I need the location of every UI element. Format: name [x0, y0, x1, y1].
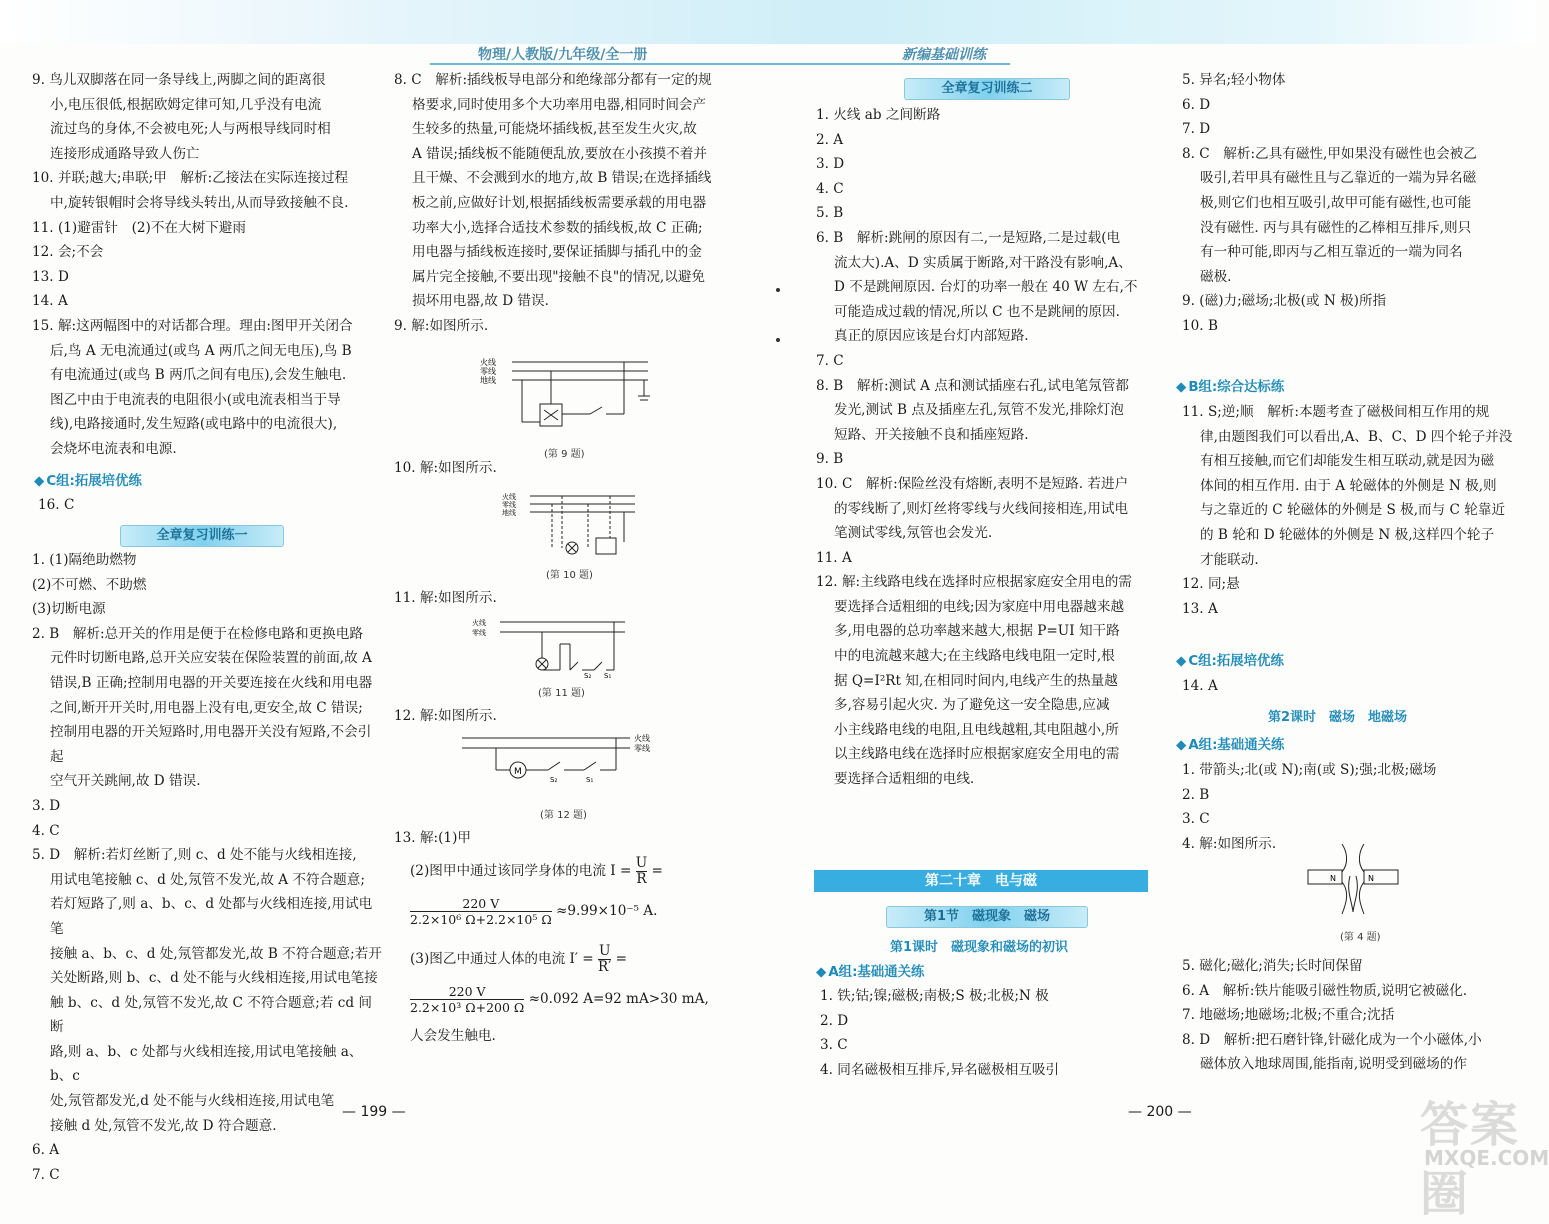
answer-line: 多,用电器的总功率越来越大,根据 P=UI 知干路 — [834, 623, 1120, 640]
svg-text:M: M — [514, 767, 522, 777]
answer-line: 6. B 解析:跳闸的原因有二,一是短路,二是过载(电 — [816, 229, 1121, 246]
answer-line: 流太大).A、D 实质属于断路,对干路没有影响,A、 — [834, 254, 1132, 271]
circuit-figure-10 — [500, 488, 640, 564]
answer-line: 3. C — [1182, 811, 1210, 828]
column-1-review-answers — [32, 548, 384, 1187]
answer-line: 的 B 轮和 D 轮磁体的外侧是 N 极,这样四个轮子 — [1200, 526, 1495, 543]
answer-line: 5. D 解析:若灯丝断了,则 c、d 处不能与火线相连接, — [32, 847, 357, 864]
answer-line: 2. B — [1182, 786, 1210, 803]
answer-line: 若灯短路了,则 a、b、c、d 处都与火线相连接,用试电笔 — [50, 896, 373, 937]
answer-line: 据 Q=I²Rt 知,在相同时间内,电线产生的热量越 — [834, 672, 1118, 689]
answer-line: 损坏用电器,故 D 错误. — [412, 293, 549, 310]
answer-line: 2. B 解析:总开关的作用是便于在检修电路和更换电路 — [32, 625, 363, 642]
column-4-c-answers — [1182, 674, 1522, 699]
gutter-dot-bottom — [776, 338, 780, 342]
q13-conclusion: 人会发生触电. — [410, 1028, 496, 1044]
answer-line: 空气开关跳闸,故 D 错误. — [50, 773, 201, 790]
answer-line: 8. C 解析:乙具有磁性,甲如果没有磁性也会被乙 — [1182, 145, 1477, 162]
answer-line: 8. B 解析:测试 A 点和测试插座右孔,试电笔氖管都 — [816, 377, 1129, 394]
section-label-b-group: ◆ B组:综合达标练 — [1176, 380, 1285, 395]
answer-line: 3. D — [816, 156, 845, 173]
column-3-lesson-answers — [820, 984, 1166, 1082]
answer-line: 可能造成过载的情况,所以 C 也不是跳闸的原因. — [834, 303, 1120, 320]
answer-line: 磁极. — [1200, 268, 1232, 285]
answer-line: 10. B — [1182, 317, 1218, 334]
answer-line: 2. A — [816, 131, 844, 148]
answer-line: 属片完全接触,不要出现"接触不良"的情况,以避免 — [412, 268, 706, 285]
answer-line: 有一种可能,即丙与乙相互靠近的一端为同名 — [1200, 244, 1463, 261]
answer-line: 10. 并联;越大;串联;甲 解析:乙接法在实际连接过程 — [32, 170, 349, 187]
answer-line: 6. D — [1182, 96, 1211, 113]
answer-line: 且干燥、不会溅到水的地方,故 B 错误;在选择插线 — [412, 170, 712, 187]
answer-line: 4. C — [32, 822, 60, 839]
answer-line: 9. 鸟儿双脚落在同一条导线上,两脚之间的距离很 — [32, 72, 326, 88]
svg-text:N: N — [1368, 874, 1374, 883]
watermark-url: MXQE.COM — [1424, 1146, 1549, 1170]
answer-line: 2. D — [820, 1012, 849, 1029]
answer-line: 功率大小,选择合适技术参数的插线板,故 C 正确; — [412, 219, 703, 236]
answer-line: 13. A — [1182, 600, 1218, 617]
caption-figure-10: (第 10 题) — [546, 570, 593, 581]
answer-line: 9. 解:如图所示. — [394, 317, 489, 334]
answer-line: 6. A — [32, 1142, 60, 1159]
answer-line: 触 b、c、d 处,氖管不发光,故 C 不符合题意;若 cd 间断 — [50, 994, 372, 1036]
circuit-figure-9 — [478, 352, 658, 444]
svg-text:N: N — [1330, 874, 1336, 883]
circuit-figure-11 — [470, 614, 630, 682]
answer-line: 12. 会;不会 — [32, 244, 104, 261]
answer-line: A 错误;插线板不能随便乱放,要放在小孩摸不着并 — [412, 145, 707, 162]
answer-line: 的零线断了,则灯丝将零线与火线间接相连,用试电 — [834, 500, 1129, 517]
svg-text:S₂: S₂ — [550, 776, 558, 784]
answer-line: 才能联动. — [1200, 551, 1259, 568]
q10-text: 10. 解:如图所示. — [394, 460, 497, 476]
answer-line: 线),电路接通时,发生短路(或电路中的电流很大), — [50, 416, 338, 433]
answer-line: 11. (1)避雷针 (2)不在大树下避雨 — [32, 219, 246, 236]
header-divider — [430, 63, 1010, 65]
column-3-answers — [816, 103, 1162, 792]
page-number-left: — 199 — — [342, 1104, 406, 1120]
svg-text:S₂: S₂ — [584, 672, 592, 680]
svg-text:S₁: S₁ — [604, 672, 612, 680]
label-ground: 地线 — [480, 376, 496, 385]
header-book-info: 物理/人教版/九年级/全一册 — [478, 47, 648, 63]
answer-line: 流过鸟的身体,不会被电死;人与两根导线同时相 — [50, 121, 331, 138]
answer-line: 之间,断开开关时,用电器上没有电,更安全,故 C 错误; — [50, 699, 363, 716]
answer-line: 接触 a、b、c、d 处,氖管都发光,故 B 不符合题意;若开 — [50, 945, 382, 962]
answer-line: 14. A — [1182, 678, 1218, 694]
answer-line: 用电器与插线板连接时,要保证插脚与插孔中的金 — [412, 244, 702, 261]
answer-line: 与之靠近的 C 轮磁体的外侧是 S 极,而与 C 轮靠近 — [1200, 502, 1506, 519]
answer-line: 连接形成通路导致人伤亡 — [50, 145, 200, 162]
section-label-a-group-right: ◆ A组:基础通关练 — [1176, 738, 1285, 753]
page-number-right: — 200 — — [1128, 1104, 1192, 1120]
column-4-answers — [1182, 68, 1522, 339]
watermark-logo: 答案圈 — [1420, 1097, 1521, 1222]
column-1-answers — [32, 68, 384, 462]
q13-part3: (3)图乙中通过人体的电流 I′ = $\frac{U}{R'}$ = — [410, 943, 628, 975]
lesson-title-2: 第2课时 磁场 地磁场 — [1268, 710, 1408, 725]
section-label-a-group-mid: ◆ A组:基础通关练 — [816, 965, 925, 980]
answer-line: 板之前,应做好计划,根据插线板需要承载的用电器 — [412, 194, 707, 211]
answer-line: 5. B — [816, 205, 844, 222]
answer-line: 图乙中由于电流表的电阻很小(或电流表相当于导 — [50, 391, 341, 408]
answer-line: 11. A — [816, 549, 852, 566]
svg-text:火线: 火线 — [634, 734, 650, 743]
chapter-title-bar: 第二十章 电与磁 — [814, 870, 1148, 892]
answer-line: 7. D — [1182, 121, 1211, 138]
answer-line: 5. 异名;轻小物体 — [1182, 72, 1286, 88]
fraction-u-over-r: $\frac{U}{R}$ — [635, 855, 648, 887]
answer-line: 中的电流越来越大;在主线路电线电阻一定时,根 — [834, 648, 1115, 665]
badge-review-2: 全章复习训练二 — [904, 78, 1070, 100]
q11-text: 11. 解:如图所示. — [394, 590, 497, 606]
svg-text:零线: 零线 — [472, 629, 486, 637]
answer-line: 中,旋转银帽时会将导线头转出,从而导致接触不良. — [50, 194, 349, 211]
answer-line: (3)切断电源 — [32, 601, 106, 618]
answer-line: 短路、开关接触不良和插座短路. — [834, 426, 1029, 443]
section-title-1: 第1节 磁现象 磁场 — [886, 906, 1088, 928]
caption-figure-9: (第 9 题) — [544, 449, 585, 460]
answer-line: 发光,测试 B 点及插座左孔,氖管不发光,排除灯泡 — [834, 402, 1124, 419]
switch-symbol — [590, 407, 602, 414]
label-fire: 火线 — [480, 358, 496, 367]
answer-line: 6. A 解析:铁片能吸引磁性物质,说明它被磁化. — [1182, 982, 1468, 999]
answer-line: 11. S;逆;顺 解析:本题考查了磁极间相互作用的规 — [1182, 404, 1490, 420]
answer-line: 8. D 解析:把石磨针锋,针磁化成为一个小磁体,小 — [1182, 1031, 1482, 1048]
answer-line: 16. C — [38, 497, 75, 513]
lesson-title-1: 第1课时 磁现象和磁场的初识 — [890, 940, 1069, 955]
caption-figure-11: (第 11 题) — [538, 688, 585, 699]
answer-line: 3. D — [32, 797, 61, 814]
answer-line: 以主线路电线在选择时应根据家庭安全用电的需 — [834, 746, 1120, 763]
answer-line: 1. (1)隔绝助燃物 — [32, 552, 137, 568]
badge-review-1: 全章复习训练一 — [120, 525, 284, 547]
section-label-c-group-right: ◆ C组:拓展培优练 — [1176, 654, 1284, 669]
answer-line: 7. 地磁场;地磁场;北极;不重合;沈括 — [1182, 1007, 1395, 1024]
svg-text:零线: 零线 — [634, 744, 650, 753]
answer-line: 格要求,同时使用多个大功率用电器,相同时间会产 — [412, 96, 707, 113]
q13-calc-2: $\frac{220 V}{\text{2.2×10³ Ω+200 Ω}}$ ≈0.092 A=92 mA>30 mA, — [410, 984, 709, 1015]
answer-line: 1. 火线 ab 之间断路 — [816, 107, 941, 123]
answer-line: 3. C — [820, 1037, 848, 1054]
magnet-field-figure-4 — [1306, 842, 1400, 918]
answer-line: 1. 带箭头;北(或 N);南(或 S);强;北极;磁场 — [1182, 762, 1437, 778]
answer-line: 路,则 a、b、c 处都与火线相连接,用试电笔接触 a、b、c — [50, 1043, 363, 1085]
circuit-figure-12 — [460, 730, 660, 788]
answer-line: 真正的原因应该是台灯内部短路. — [834, 328, 1029, 345]
answer-line: 7. C — [816, 352, 844, 369]
caption-figure-12: (第 12 题) — [540, 810, 587, 821]
answer-line: D 不是跳闸原因. 台灯的功率一般在 40 W 左右,不 — [834, 279, 1138, 296]
answer-line: 小,电压很低,根据欧姆定律可知,几乎没有电流 — [50, 96, 322, 113]
answer-line: 接触 d 处,氖管不发光,故 D 符合题意. — [50, 1117, 277, 1134]
answer-line: 12. 同;悬 — [1182, 576, 1240, 593]
answer-line: 用试电笔接触 c、d 处,氖管不发光,故 A 不符合题意; — [50, 871, 365, 888]
svg-text:火线: 火线 — [472, 619, 486, 627]
answer-line: 控制用电器的开关短路时,用电器开关没有短路,不会引起 — [50, 724, 372, 765]
answer-line: 要选择合适粗细的电线;因为家庭中用电器越来越 — [834, 598, 1125, 615]
answer-line: 13. D — [32, 268, 69, 285]
answer-line: 多,容易引起火灾. 为了避免这一安全隐患,应减 — [834, 697, 1110, 714]
answer-line: 14. A — [32, 293, 68, 310]
answer-line: 生较多的热量,可能烧坏插线板,甚至发生火灾,故 — [412, 121, 697, 138]
answer-line: 8. C 解析:插线板导电部分和绝缘部分都有一定的规 — [394, 72, 712, 88]
answer-line: 有电流通过(或鸟 B 两爪之间有电压),会发生触电. — [50, 367, 347, 384]
answer-line: 7. C — [32, 1166, 60, 1183]
answer-line: 4. 同名磁极相互排斥,异名磁极相互吸引 — [820, 1061, 1060, 1078]
header-series-title: 新编基础训练 — [902, 47, 986, 63]
answer-line: 9. B — [816, 451, 844, 468]
answer-line: 律,由题图我们可以看出,A、B、C、D 四个轮子并没 — [1200, 428, 1513, 445]
gutter-dot-top — [776, 288, 780, 292]
answer-line: 10. C 解析:保险丝没有熔断,表明不是短路. 若进户 — [816, 475, 1129, 492]
answer-line: 关处断路,则 b、c、d 处不能与火线相连接,用试电笔接 — [50, 970, 378, 987]
answer-line: 要选择合适粗细的电线. — [834, 771, 975, 788]
answer-line: 极,则它们也相互吸引,故甲可能有磁性,也可能 — [1200, 194, 1472, 211]
svg-text:S₁: S₁ — [586, 776, 594, 784]
answer-line: 元件时切断电路,总开关应安装在保险装置的前面,故 A — [50, 650, 372, 667]
answer-line: (2)不可燃、不助燃 — [32, 576, 147, 593]
q13-answer: 13. 解:(1)甲 — [394, 830, 471, 846]
column-1-q16 — [38, 493, 378, 518]
q13-part2: (2)图甲中通过该同学身体的电流 I = $\frac{U}{R}$ = — [410, 855, 663, 887]
section-label-c-group-left: ◆ C组:拓展培优练 — [34, 474, 142, 489]
svg-text:地线: 地线 — [502, 509, 516, 517]
svg-text:零线: 零线 — [502, 501, 516, 509]
answer-line: 没有磁性. 丙与具有磁性的乙棒相互排斥,则只 — [1200, 219, 1472, 236]
answer-line: 有相互接触,而它们却能发生相互联动,就是因为磁 — [1200, 453, 1495, 470]
label-neutral: 零线 — [480, 367, 496, 376]
column-4-a-answers-continued — [1182, 954, 1522, 1077]
q13-calc-1: $\frac{220 V}{\text{2.2×10⁶ Ω+2.2×10⁵ Ω}}$ ≈9.99×10⁻⁵ A. — [410, 896, 658, 927]
answer-line: 5. 磁化;磁化;消失;长时间保留 — [1182, 958, 1363, 974]
answer-line: 12. 解:主线路电线在选择时应根据家庭安全用电的需 — [816, 574, 1132, 591]
answer-line: 处,氖管都发光,d 处不能与火线相连接,用试电笔 — [50, 1093, 335, 1110]
answer-line: 小主线路电线的电阻,且电线越粗,其电阻越小,所 — [834, 721, 1119, 738]
answer-line: 体间的相互作用. 由于 A 轮磁体的外侧是 N 极,则 — [1200, 477, 1497, 494]
socket-symbol-2 — [596, 538, 616, 554]
answer-line: 错误,B 正确;控制用电器的开关要连接在火线和用电器 — [50, 674, 373, 691]
answer-line: 磁体放入地球周围,能指南,说明受到磁场的作 — [1200, 1056, 1467, 1073]
answer-line: 笔测试零线,氖管也会发光. — [834, 525, 993, 542]
answer-line: 吸引,若甲具有磁性且与乙靠近的一端为异名磁 — [1200, 170, 1477, 187]
answer-line: 后,鸟 A 无电流通过(或鸟 A 两爪之间无电压),鸟 B — [50, 342, 352, 359]
column-4-b-answers — [1182, 400, 1522, 621]
top-banner — [0, 0, 1536, 44]
answer-line: 15. 解:这两幅图中的对话都合理。理由:图甲开关闭合 — [32, 317, 353, 334]
answer-line: 9. (磁)力;磁场;北极(或 N 极)所指 — [1182, 293, 1387, 310]
answer-line: 1. 铁;钴;镍;磁极;南极;S 极;北极;N 极 — [820, 988, 1049, 1004]
answer-line: 4. C — [816, 180, 844, 197]
answer-line: 会烧坏电流表和电源. — [50, 440, 177, 457]
column-2-answers — [394, 68, 744, 339]
caption-figure-4: (第 4 题) — [1340, 932, 1381, 943]
answer-line: 4. 解:如图所示. — [1182, 835, 1277, 852]
q12-text: 12. 解:如图所示. — [394, 708, 497, 724]
svg-text:火线: 火线 — [502, 493, 516, 501]
